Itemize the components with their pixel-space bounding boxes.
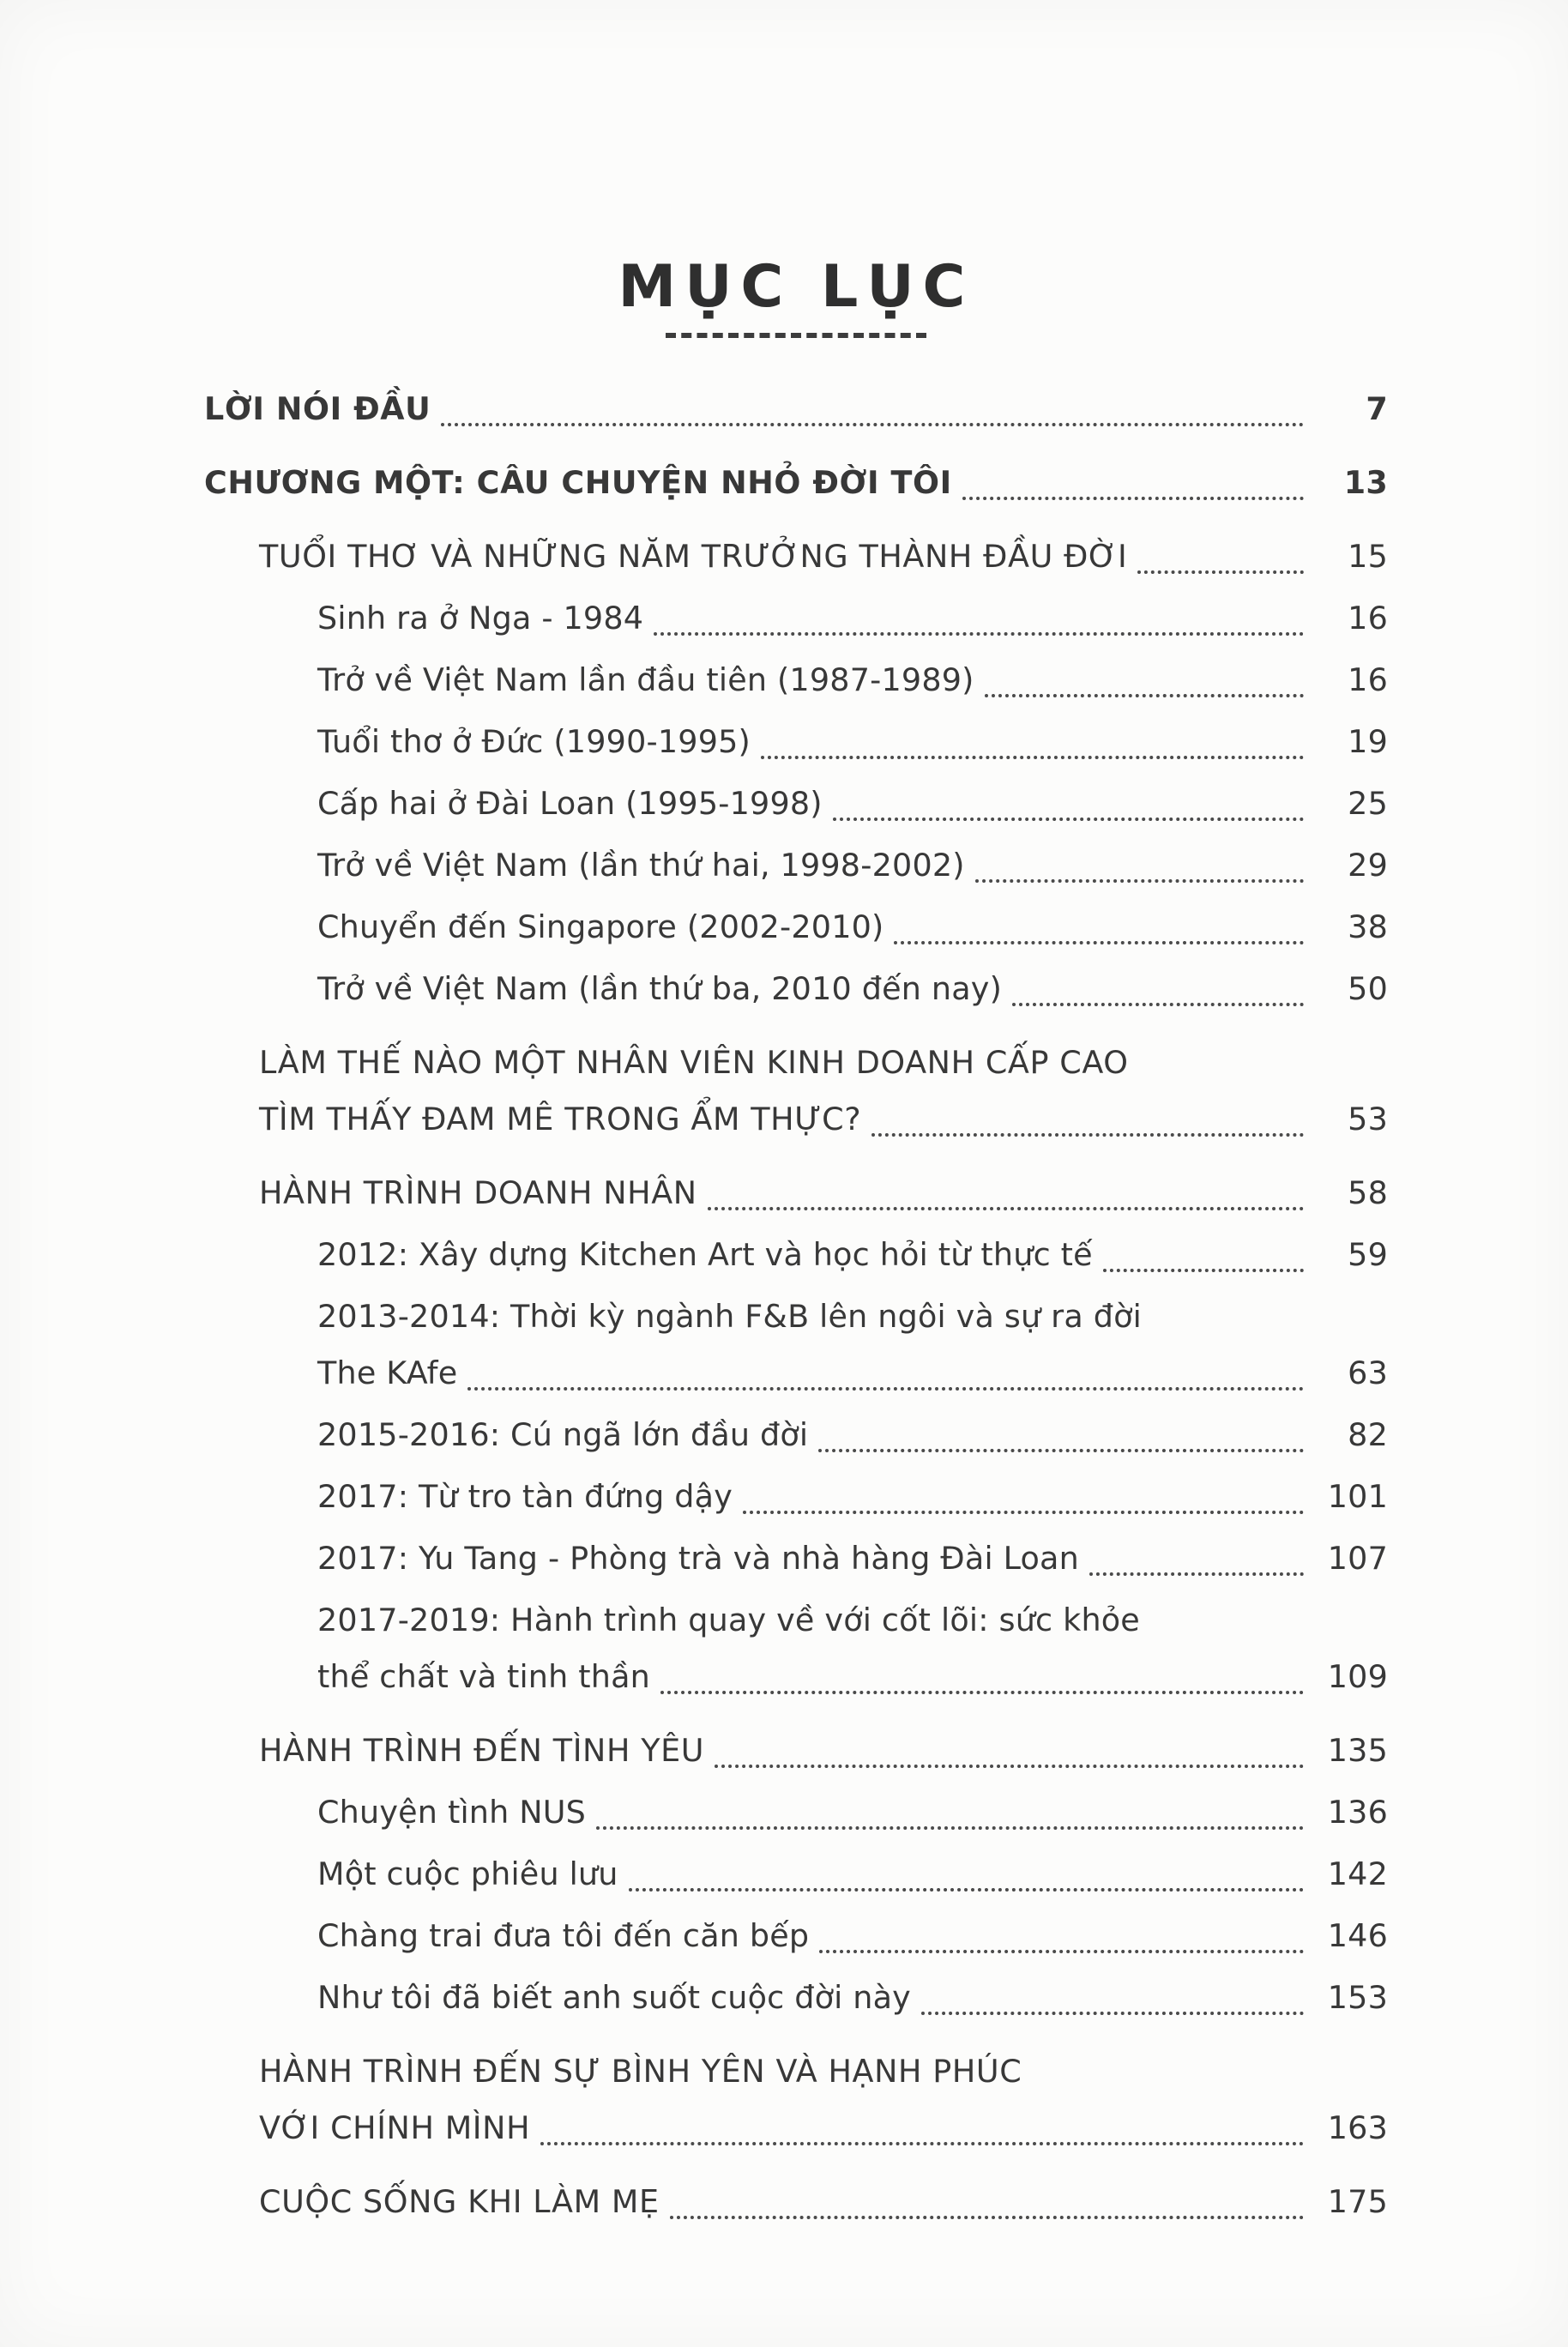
toc-entry xyxy=(204,1908,1388,1964)
toc-entry-line xyxy=(317,1345,1388,1402)
toc-entry xyxy=(204,1530,1388,1587)
entry-text: LÀM THẾ NÀO MỘT NHÂN VIÊN KINH DOANH CẤP CAO xyxy=(259,1044,1129,1081)
toc-entry-line xyxy=(317,837,1388,894)
entry-text: Trở về Việt Nam lần đầu tiên (1987-1989) xyxy=(317,661,974,698)
page-number: 101 xyxy=(1327,1478,1388,1515)
entry-text: Cấp hai ở Đài Loan (1995-1998) xyxy=(317,785,823,822)
dot-leader xyxy=(1103,1269,1304,1272)
page-number: 38 xyxy=(1348,908,1388,945)
dot-leader xyxy=(715,1765,1304,1768)
toc-entry xyxy=(204,1723,1388,1779)
page-number: 16 xyxy=(1348,661,1388,698)
entry-text: Chuyển đến Singapore (2002-2010) xyxy=(317,908,884,945)
entry-text: Sinh ra ở Nga - 1984 xyxy=(317,600,644,637)
page-number: 19 xyxy=(1348,723,1388,760)
toc-entry xyxy=(204,381,1388,437)
toc-entry xyxy=(204,528,1388,585)
dot-leader xyxy=(819,1950,1304,1953)
page-number: 146 xyxy=(1327,1917,1388,1954)
page-number: 175 xyxy=(1327,2183,1388,2220)
page-number: 142 xyxy=(1327,1855,1388,1892)
page-title: MỤC LỤC xyxy=(618,253,974,321)
toc-entry xyxy=(204,1469,1388,1525)
toc-entry-line xyxy=(204,455,1388,511)
toc-entry-line xyxy=(259,2043,1388,2100)
page-number: 163 xyxy=(1327,2109,1388,2146)
toc-entry-line xyxy=(259,1723,1388,1779)
dot-leader xyxy=(818,1449,1304,1452)
toc-entry-line xyxy=(259,528,1388,585)
toc-entry xyxy=(204,775,1388,832)
page-number: 50 xyxy=(1348,970,1388,1007)
dot-leader xyxy=(743,1511,1304,1514)
entry-text: HÀNH TRÌNH ĐẾN SỰ BÌNH YÊN VÀ HẠNH PHÚC xyxy=(259,2053,1022,2090)
toc-entry-line xyxy=(317,899,1388,956)
entry-text: Trở về Việt Nam (lần thứ ba, 2010 đến nay) xyxy=(317,970,1003,1007)
entry-text: TÌM THẤY ĐAM MÊ TRONG ẨM THỰC? xyxy=(259,1101,862,1137)
entry-text: CUỘC SỐNG KHI LÀM MẸ xyxy=(259,2183,660,2220)
dot-leader xyxy=(921,2012,1304,2015)
toc-entry xyxy=(204,1407,1388,1463)
entry-text: Chàng trai đưa tôi đến căn bếp xyxy=(317,1917,810,1954)
toc-entry-line xyxy=(317,652,1388,709)
dot-leader xyxy=(467,1387,1304,1391)
entry-text: Tuổi thơ ở Đức (1990-1995) xyxy=(317,723,751,760)
page-number: 136 xyxy=(1327,1794,1388,1831)
toc-entry xyxy=(204,961,1388,1017)
entry-text: The KAfe xyxy=(317,1355,458,1391)
page-number: 25 xyxy=(1348,785,1388,822)
toc-entry-line xyxy=(317,1846,1388,1903)
entry-text: thể chất và tinh thần xyxy=(317,1658,651,1695)
toc-entry xyxy=(204,2043,1388,2157)
dot-leader xyxy=(670,2216,1304,2219)
toc-entry-line xyxy=(317,590,1388,647)
toc-entry xyxy=(204,1970,1388,2026)
toc-entry-line xyxy=(317,714,1388,770)
toc-entry-line xyxy=(317,1908,1388,1964)
dot-leader xyxy=(540,2142,1304,2145)
toc-entry xyxy=(204,1846,1388,1903)
toc-entry-line xyxy=(204,381,1388,437)
toc-entry xyxy=(204,899,1388,956)
entry-text: 2012: Xây dựng Kitchen Art và học hỏi từ thực tế xyxy=(317,1236,1093,1273)
toc-entry xyxy=(204,1288,1388,1402)
page-number: 63 xyxy=(1348,1355,1388,1391)
page-number: 53 xyxy=(1348,1101,1388,1137)
entry-text: 2017-2019: Hành trình quay về với cốt lõi: sức khỏe xyxy=(317,1602,1140,1638)
dot-leader xyxy=(833,818,1304,821)
entry-text: 2013-2014: Thời kỳ ngành F&B lên ngôi và sự ra đời xyxy=(317,1298,1142,1335)
toc-entry-line xyxy=(259,1165,1388,1222)
toc-entry-line xyxy=(317,1784,1388,1841)
toc-entry xyxy=(204,1592,1388,1705)
toc-entry xyxy=(204,652,1388,709)
page-number: 58 xyxy=(1348,1174,1388,1211)
page-number: 109 xyxy=(1327,1658,1388,1695)
toc-entry-line xyxy=(259,1035,1388,1091)
page-number: 135 xyxy=(1327,1732,1388,1769)
entry-text: HÀNH TRÌNH DOANH NHÂN xyxy=(259,1174,697,1211)
toc-entry-line xyxy=(317,1288,1388,1345)
page-number: 15 xyxy=(1348,538,1388,575)
dot-leader xyxy=(871,1133,1304,1137)
toc-entry-line xyxy=(317,1469,1388,1525)
page-number: 16 xyxy=(1348,600,1388,637)
entry-text: 2015-2016: Cú ngã lớn đầu đời xyxy=(317,1416,809,1453)
entry-text: CHƯƠNG MỘT: CÂU CHUYỆN NHỎ ĐỜI TÔI xyxy=(204,464,952,501)
toc-header xyxy=(204,253,1388,338)
toc-entry xyxy=(204,1784,1388,1841)
entry-text: LỜI NÓI ĐẦU xyxy=(204,390,431,427)
page-number: 29 xyxy=(1348,847,1388,884)
page-number: 82 xyxy=(1348,1416,1388,1453)
dot-leader xyxy=(985,694,1304,697)
dot-leader xyxy=(975,879,1304,883)
entry-text: Chuyện tình NUS xyxy=(317,1794,587,1831)
entry-text: HÀNH TRÌNH ĐẾN TÌNH YÊU xyxy=(259,1732,705,1769)
toc-entry xyxy=(204,455,1388,511)
entry-text: TUỔI THƠ VÀ NHỮNG NĂM TRƯỞNG THÀNH ĐẦU ĐỜI xyxy=(259,538,1128,575)
entry-text: 2017: Từ tro tàn đứng dậy xyxy=(317,1478,733,1515)
page-number: 13 xyxy=(1343,464,1388,501)
dot-leader xyxy=(596,1826,1304,1830)
dot-leader xyxy=(708,1207,1304,1210)
dot-leader xyxy=(1012,1003,1304,1006)
page-number: 153 xyxy=(1327,1979,1388,2016)
entry-text: VỚI CHÍNH MÌNH xyxy=(259,2109,531,2146)
toc-entry xyxy=(204,2174,1388,2230)
dot-leader xyxy=(629,1888,1304,1891)
page-number: 107 xyxy=(1327,1540,1388,1577)
toc-entry-line xyxy=(317,961,1388,1017)
entry-text: Một cuộc phiêu lưu xyxy=(317,1855,618,1892)
toc-entry xyxy=(204,714,1388,770)
toc-entry-line xyxy=(317,1649,1388,1705)
page-number: 59 xyxy=(1348,1236,1388,1273)
toc-entry-line xyxy=(259,2100,1388,2157)
toc-entry-line xyxy=(317,1530,1388,1587)
toc-entry xyxy=(204,1227,1388,1283)
title-dashed-underline xyxy=(666,333,926,338)
dot-leader xyxy=(660,1691,1304,1694)
entry-text: Trở về Việt Nam (lần thứ hai, 1998-2002) xyxy=(317,847,965,884)
toc-entry-line xyxy=(317,1407,1388,1463)
toc-entry xyxy=(204,837,1388,894)
toc-entry-line xyxy=(259,2174,1388,2230)
toc-entry xyxy=(204,1035,1388,1148)
toc-entry-line xyxy=(259,1091,1388,1148)
dot-leader xyxy=(894,941,1304,944)
toc-entry-line xyxy=(317,775,1388,832)
toc-entry-line xyxy=(317,1592,1388,1649)
dot-leader xyxy=(761,756,1304,759)
toc-entry xyxy=(204,590,1388,647)
toc-list xyxy=(204,381,1388,2230)
entry-text: 2017: Yu Tang - Phòng trà và nhà hàng Đài Loan xyxy=(317,1540,1079,1577)
toc-entry xyxy=(204,1165,1388,1222)
toc-entry-line xyxy=(317,1970,1388,2026)
dot-leader xyxy=(654,632,1304,636)
page-number: 7 xyxy=(1366,390,1388,427)
dot-leader xyxy=(441,423,1304,426)
toc-entry-line xyxy=(317,1227,1388,1283)
entry-text: Như tôi đã biết anh suốt cuộc đời này xyxy=(317,1979,911,2016)
dot-leader xyxy=(1137,570,1304,574)
dot-leader xyxy=(962,497,1304,500)
dot-leader xyxy=(1089,1572,1304,1576)
